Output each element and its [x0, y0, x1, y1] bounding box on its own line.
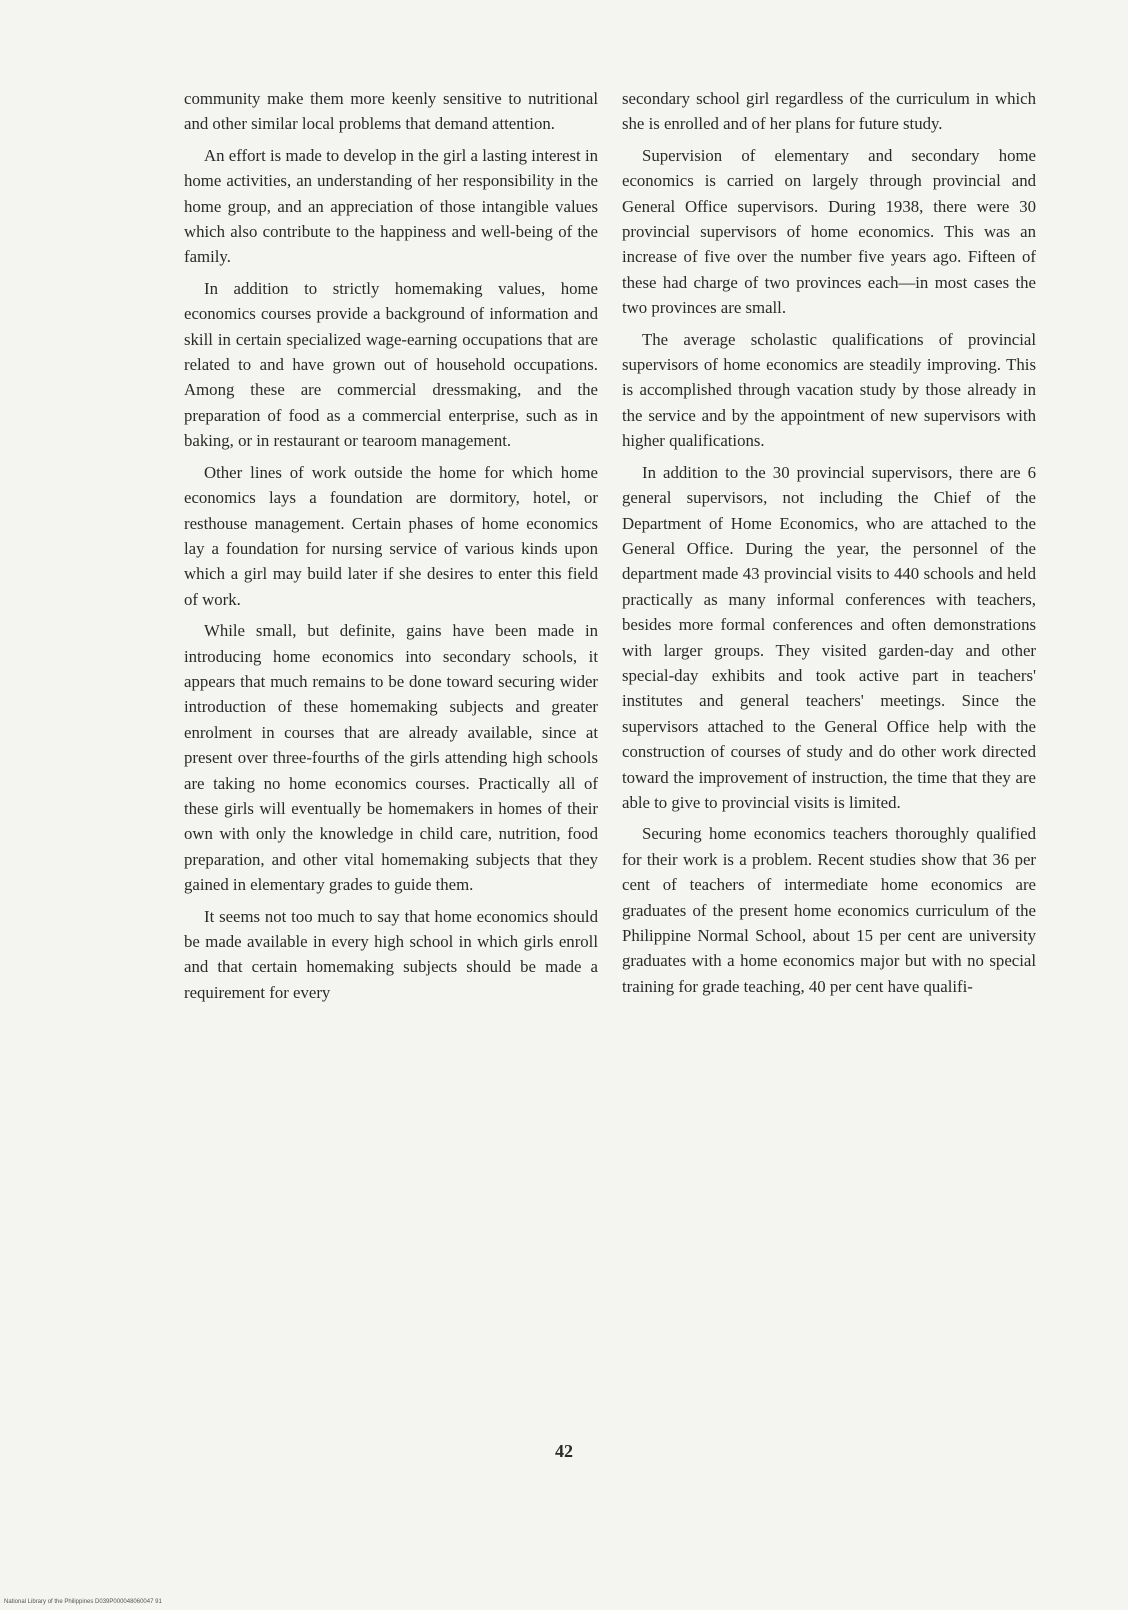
- paragraph: In addition to strictly homemaking values, home economics courses provide a background of information and skill in certain specialized wage-earning occupations that are related to and have grown out of household occupations. Among these are commercial dressmaking, and the preparation of food as a commercial enterprise, such as in baking, or in restaurant or tearoom management.: [184, 278, 598, 451]
- paragraph: Supervision of elementary and secondary home economics is carried on largely through provincial and General Office supervisors. During 1938, there were 30 provincial supervisors of home economics. This was an increase of five over the number five years ago. Fifteen of these had charge of two provinces each—in most cases the two provinces are small.: [622, 145, 1036, 318]
- paragraph: The average scholastic qualifications of provincial supervisors of home economics are steadily improving. This is accomplished through vacation study by those already in the service and by the appointment of new supervisors with higher qualifications.: [622, 329, 1036, 451]
- paragraph: Other lines of work outside the home for which home economics lays a foundation are dormitory, hotel, or resthouse management. Certain phases of home economics lay a foundation for nursing service of various kinds upon which a girl may build later if she desires to enter this field of work.: [184, 462, 598, 609]
- scan-footer-note: National Library of the Philippines D039P000048060047 91: [4, 1599, 162, 1605]
- paragraph: Securing home economics teachers thoroughly qualified for their work is a problem. Recent studies show that 36 per cent of teachers of intermediate home economics are graduates of the present home economics curriculum of the Philippine Normal School, about 15 per cent are university graduates with a home economics major but with no special training for grade teaching, 40 per cent have qualifi-: [622, 824, 1036, 996]
- paragraph: In addition to the 30 provincial supervisors, there are 6 general supervisors, not including the Chief of the Department of Home Economics, who are attached to the General Office. During the year, the personnel of the department made 43 provincial visits to 440 schools and held practically as many informal conferences with teachers, besides more formal conferences and often demonstrations with larger groups. They visited garden-day and other special-day exhibits and took active part in teachers' institutes and general teachers' meetings. Since the supervisors attached to the General Office help with the construction of courses of study and do other work directed toward the improvement of instruction, the time that they are able to give to provincial visits is limited.: [622, 462, 1036, 812]
- right-text-column: [622, 86, 1036, 999]
- paragraph: An effort is made to develop in the girl a lasting interest in home activities, an understanding of her responsibility in the home group, and an appreciation of those intangible values which also contribute to the happiness and well-being of the family.: [184, 145, 598, 267]
- paragraph: While small, but definite, gains have been made in introducing home economics into secondary schools, it appears that much remains to be done toward securing wider introduction of these homemaking subjects and greater enrolment in courses that are already available, since at present over three-fourths of the girls attending high schools are taking no home economics courses. Practically all of these girls will eventually be homemakers in homes of their own with only the knowledge in child care, nutrition, food preparation, and other vital homemaking subjects that they gained in elementary grades to guide them.: [184, 621, 598, 895]
- page-number: 42: [555, 1441, 573, 1461]
- paragraph: secondary school girl regardless of the curriculum in which she is enrolled and of her plans for future study.: [622, 89, 1036, 134]
- paragraph: community make them more keenly sensitive to nutritional and other similar local problems that demand attention.: [184, 89, 598, 134]
- paragraph: It seems not too much to say that home economics should be made available in every high school in which girls enroll and that certain homemaking subjects should be made a requirement for every: [184, 906, 598, 1002]
- left-text-column: [184, 86, 598, 1005]
